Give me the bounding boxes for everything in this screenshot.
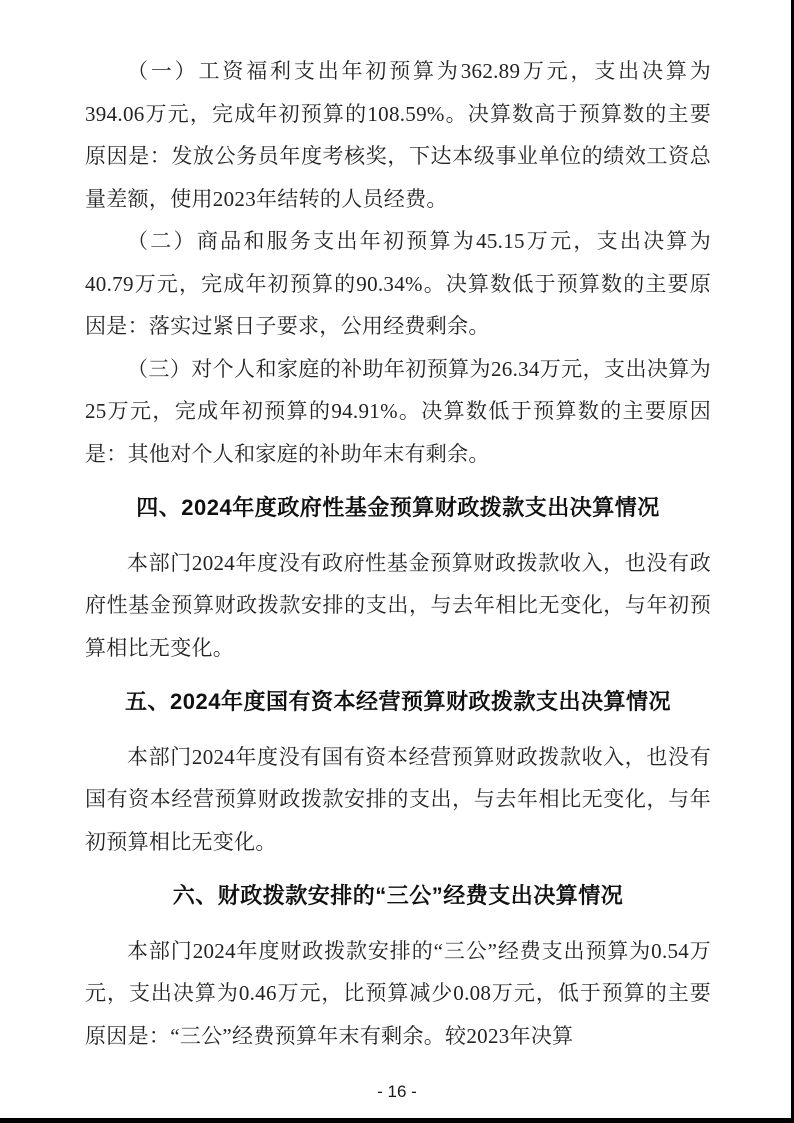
- paragraph-government-fund-budget: 本部门2024年度没有政府性基金预算财政拨款收入，也没有政府性基金预算财政拨款安排的支出，与去年相比无变化，与年初预算相比无变化。: [85, 550, 711, 660]
- page-scan-edge-bottom: [0, 1118, 794, 1123]
- heading-section-5-state-capital-budget: 五、2024年度国有资本经营预算财政拨款支出决算情况: [125, 689, 671, 714]
- page-footer: [0, 1082, 794, 1102]
- heading-section-6-three-public-funds: 六、财政拨款安排的“三公”经费支出决算情况: [172, 883, 624, 908]
- paragraph-state-capital-budget: 本部门2024年度没有国有资本经营预算财政拨款收入，也没有国有资本经营预算财政拨款安排的支出，与去年相比无变化，与年初预算相比无变化。: [85, 744, 711, 854]
- heading-section-4-government-fund-budget: 四、2024年度政府性基金预算财政拨款支出决算情况: [136, 495, 660, 520]
- page-number: - 16 -: [377, 1082, 417, 1101]
- paragraph-wage-welfare-expenditure: （一）工资福利支出年初预算为362.89万元，支出决算为394.06万元，完成年初预算的108.59%。决算数高于预算数的主要原因是：发放公务员年度考核奖，下达本级事业单位的绩效工资总量差额，使用2023年结转的人员经费。: [85, 59, 711, 211]
- paragraph-individual-family-subsidy: （三）对个人和家庭的补助年初预算为26.34万元，支出决算为25万元，完成年初预算的94.91%。决算数低于预算数的主要原因是：其他对个人和家庭的补助年末有剩余。: [85, 356, 711, 466]
- paragraph-three-public-funds: 本部门2024年度财政拨款安排的“三公”经费支出预算为0.54万元，支出决算为0.46万元，比预算减少0.08万元，低于预算的主要原因是：“三公”经费预算年末有剩余。较2023年决算: [85, 938, 711, 1048]
- paragraph-goods-services-expenditure: （二）商品和服务支出年初预算为45.15万元，支出决算为40.79万元，完成年初预算的90.34%。决算数低于预算数的主要原因是：落实过紧日子要求，公用经费剩余。: [85, 229, 711, 338]
- document-content: [85, 50, 711, 1057]
